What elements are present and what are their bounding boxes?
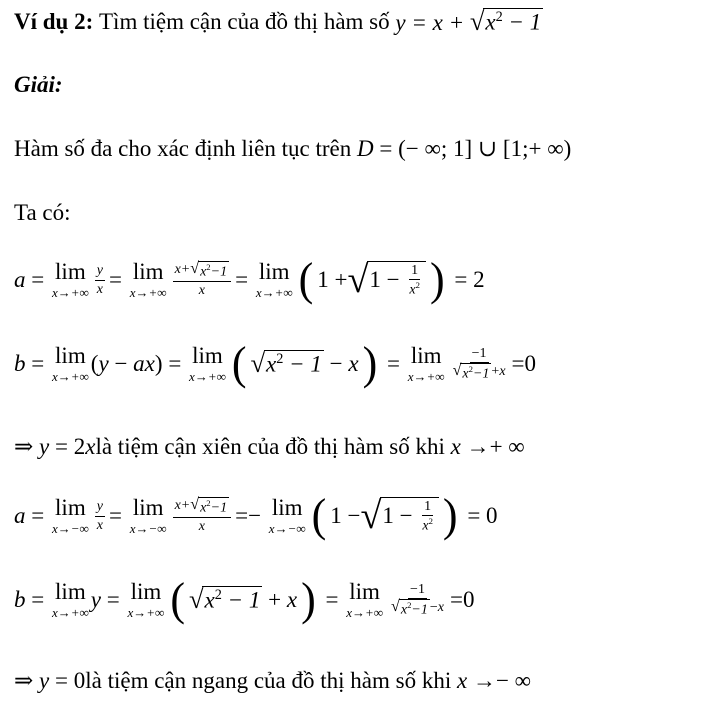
conclusion-horizontal-asymptote: ⇒ y = 0 là tiệm cận ngang của đồ thị hàm số khi x →− ∞ xyxy=(14,668,532,693)
domain-expression: D = (− ∞; 1] ∪ [1;+ ∞) xyxy=(351,136,572,161)
example-heading xyxy=(14,8,543,36)
limit-a-plus-inf: a = lim x→+∞ $\frac{y}{x}$ = lim x→+∞ x+ √ $x^2-1$ x = lim x→+∞ ( 1 + √ 1 − $\frac{1}{x^2}$ ) = 2 xyxy=(14,253,485,306)
example-text: Tìm tiệm cận của đồ thị hàm số xyxy=(93,9,396,35)
ta-co-text: Ta có: xyxy=(14,200,71,225)
example-function: y = x + √ $x^2 - 1$ xyxy=(395,6,542,36)
limit-b-second: b = lim x→+∞ y = lim x→+∞ ( √ $x^2 - 1$ + x ) = lim x→+∞ −1 √ $x^2-1$ −x =0 xyxy=(14,573,475,626)
example-label: Ví dụ 2: xyxy=(14,9,94,35)
conclusion-2-text: là tiệm cận ngang của đồ thị hàm số khi xyxy=(85,668,452,693)
domain-sentence xyxy=(14,136,571,162)
limit-a-minus-inf: a = lim x→−∞ $\frac{y}{x}$ = lim x→−∞ x+ √ $x^2-1$ x =− lim x→−∞ ( 1 − √ 1 − $\frac{1}{x^2}$ ) = 0 xyxy=(14,489,498,542)
domain-text: Hàm số đa cho xác định liên tục trên xyxy=(14,136,352,161)
solution-label: Giải: xyxy=(14,72,63,97)
limit-b-plus-inf: b = lim x→+∞ ( y − ax ) = lim x→+∞ ( √ $x^2 - 1$ − x ) = lim x→+∞ −1 √ $x^2-1$ +x =0 xyxy=(14,337,537,390)
conclusion-oblique-asymptote: ⇒ y = 2 x là tiệm cận xiên của đồ thị hàm số khi x →+ ∞ xyxy=(14,434,525,459)
conclusion-1-text: là tiệm cận xiên của đồ thị hàm số khi xyxy=(95,434,445,459)
